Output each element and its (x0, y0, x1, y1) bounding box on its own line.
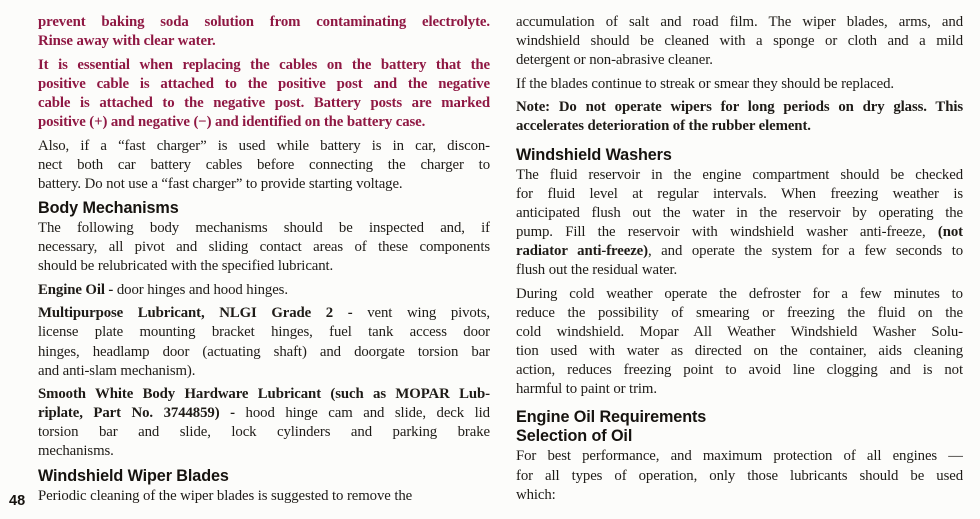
text-line: prevent baking soda solution from contaminating electrolyte. (38, 14, 490, 30)
paragraph (516, 98, 963, 136)
text-line: cold windshield. Mopar All Weather Windshield Washer Solu- (516, 323, 963, 340)
text-line: Also, if a “fast charger” is used while battery is in car, discon- (38, 137, 490, 154)
column-right (516, 13, 963, 509)
text-line: radiator anti-freeze), and operate the system for a few seconds to (516, 243, 963, 260)
text-line: For best performance, and maximum protection of all engines — (516, 448, 963, 465)
text-line: Selection of Oil (516, 427, 633, 446)
text-line: and anti-slam mechanism). (38, 362, 196, 379)
text-line: Multipurpose Lubricant, NLGI Grade 2 - vent wing pivots, (38, 305, 490, 322)
paragraph (38, 385, 490, 461)
text-line: positive (+) and negative (−) and identified on the battery case. (38, 113, 426, 130)
paragraph (38, 304, 490, 380)
paragraph (38, 137, 490, 194)
text-line: license plate mounting bracket hinges, fuel tank access door (38, 324, 490, 341)
text-line: which: (516, 486, 556, 503)
paragraph (516, 447, 963, 504)
text-line: harmful to paint or trim. (516, 381, 657, 398)
text-line: tion used with water as directed on the container, aids cleaning (516, 343, 963, 359)
text-line: anticipated flush out the water in the reservoir by operating the (516, 204, 963, 221)
text-line: It is essential when replacing the cables on the battery that the (38, 56, 490, 73)
paragraph (38, 219, 490, 276)
paragraph (516, 75, 963, 94)
text-line: Engine Oil - door hinges and hood hinges. (38, 281, 288, 298)
text-line: accelerates deterioration of the rubber element. (516, 118, 811, 135)
paragraph (38, 281, 490, 300)
text-line: necessary, all pivot and sliding contact areas of these components (38, 239, 490, 256)
text-line: riplate, Part No. 3744859) - hood hinge cam and slide, deck lid (38, 405, 490, 422)
text-line: should be relubricated with the specified lubricant. (38, 258, 334, 275)
text-line: Windshield Wiper Blades (38, 466, 229, 485)
paragraph (516, 13, 963, 70)
text-line: Rinse away with clear water. (38, 33, 216, 50)
text-line: Engine Oil Requirements (516, 408, 707, 427)
section-heading (38, 467, 490, 486)
text-line: accumulation of salt and road film. The wiper blades, arms, and (516, 14, 963, 30)
text-line: windshield should be cleaned with a sponge or cloth and a mild (516, 33, 963, 50)
section-heading (516, 408, 963, 446)
text-line: Body Mechanisms (38, 198, 179, 217)
text-line: During cold weather operate the defroster for a few minutes to (516, 285, 963, 302)
text-line: mechanisms. (38, 443, 114, 460)
text-line: for fluid level at regular intervals. When freezing weather is (516, 185, 963, 202)
text-line: Smooth White Body Hardware Lubricant (such as MOPAR Lub- (38, 386, 490, 403)
text-line: reduce the possibility of smearing or freezing the fluid on the (516, 304, 963, 321)
text-line: action, reduces freezing point to avoid line clogging and is not (516, 362, 963, 379)
text-line: The fluid reservoir in the engine compartment should be checked (516, 166, 963, 183)
text-line: flush out the residual water. (516, 262, 678, 279)
text-line: battery. Do not use a “fast charger” to provide starting voltage. (38, 175, 403, 192)
paragraph (38, 487, 490, 506)
text-line: pump. Fill the reservoir with windshield washer anti-freeze, (not (516, 223, 963, 240)
paragraph (516, 285, 963, 400)
text-line: positive cable is attached to the positive post and the negative (38, 75, 490, 92)
text-line: Periodic cleaning of the wiper blades is suggested to remove the (38, 487, 413, 504)
text-line: for all types of operation, only those lubricants should be used (516, 467, 963, 484)
text-line: If the blades continue to streak or smear they should be replaced. (516, 75, 894, 92)
page-number: 48 (9, 493, 26, 509)
text-line: detergent or non-abrasive cleaner. (516, 52, 713, 69)
text-line: nect both car battery cables before connecting the charger to (38, 156, 490, 173)
text-line: torsion bar and slide, lock cylinders and parking brake (38, 424, 490, 441)
column-left (38, 13, 490, 510)
paragraph (38, 56, 490, 132)
paragraph (516, 166, 963, 281)
section-heading (516, 146, 963, 165)
text-line: cable is attached to the negative post. Battery posts are marked (38, 94, 490, 111)
text-line: Windshield Washers (516, 145, 672, 164)
section-heading (38, 199, 490, 218)
text-line: Note: Do not operate wipers for long periods on dry glass. This (516, 99, 963, 116)
text-line: The following body mechanisms should be inspected and, if (38, 219, 490, 236)
paragraph (38, 13, 490, 51)
text-line: hinges, headlamp door (actuating shaft) and doorgate torsion bar (38, 343, 490, 360)
